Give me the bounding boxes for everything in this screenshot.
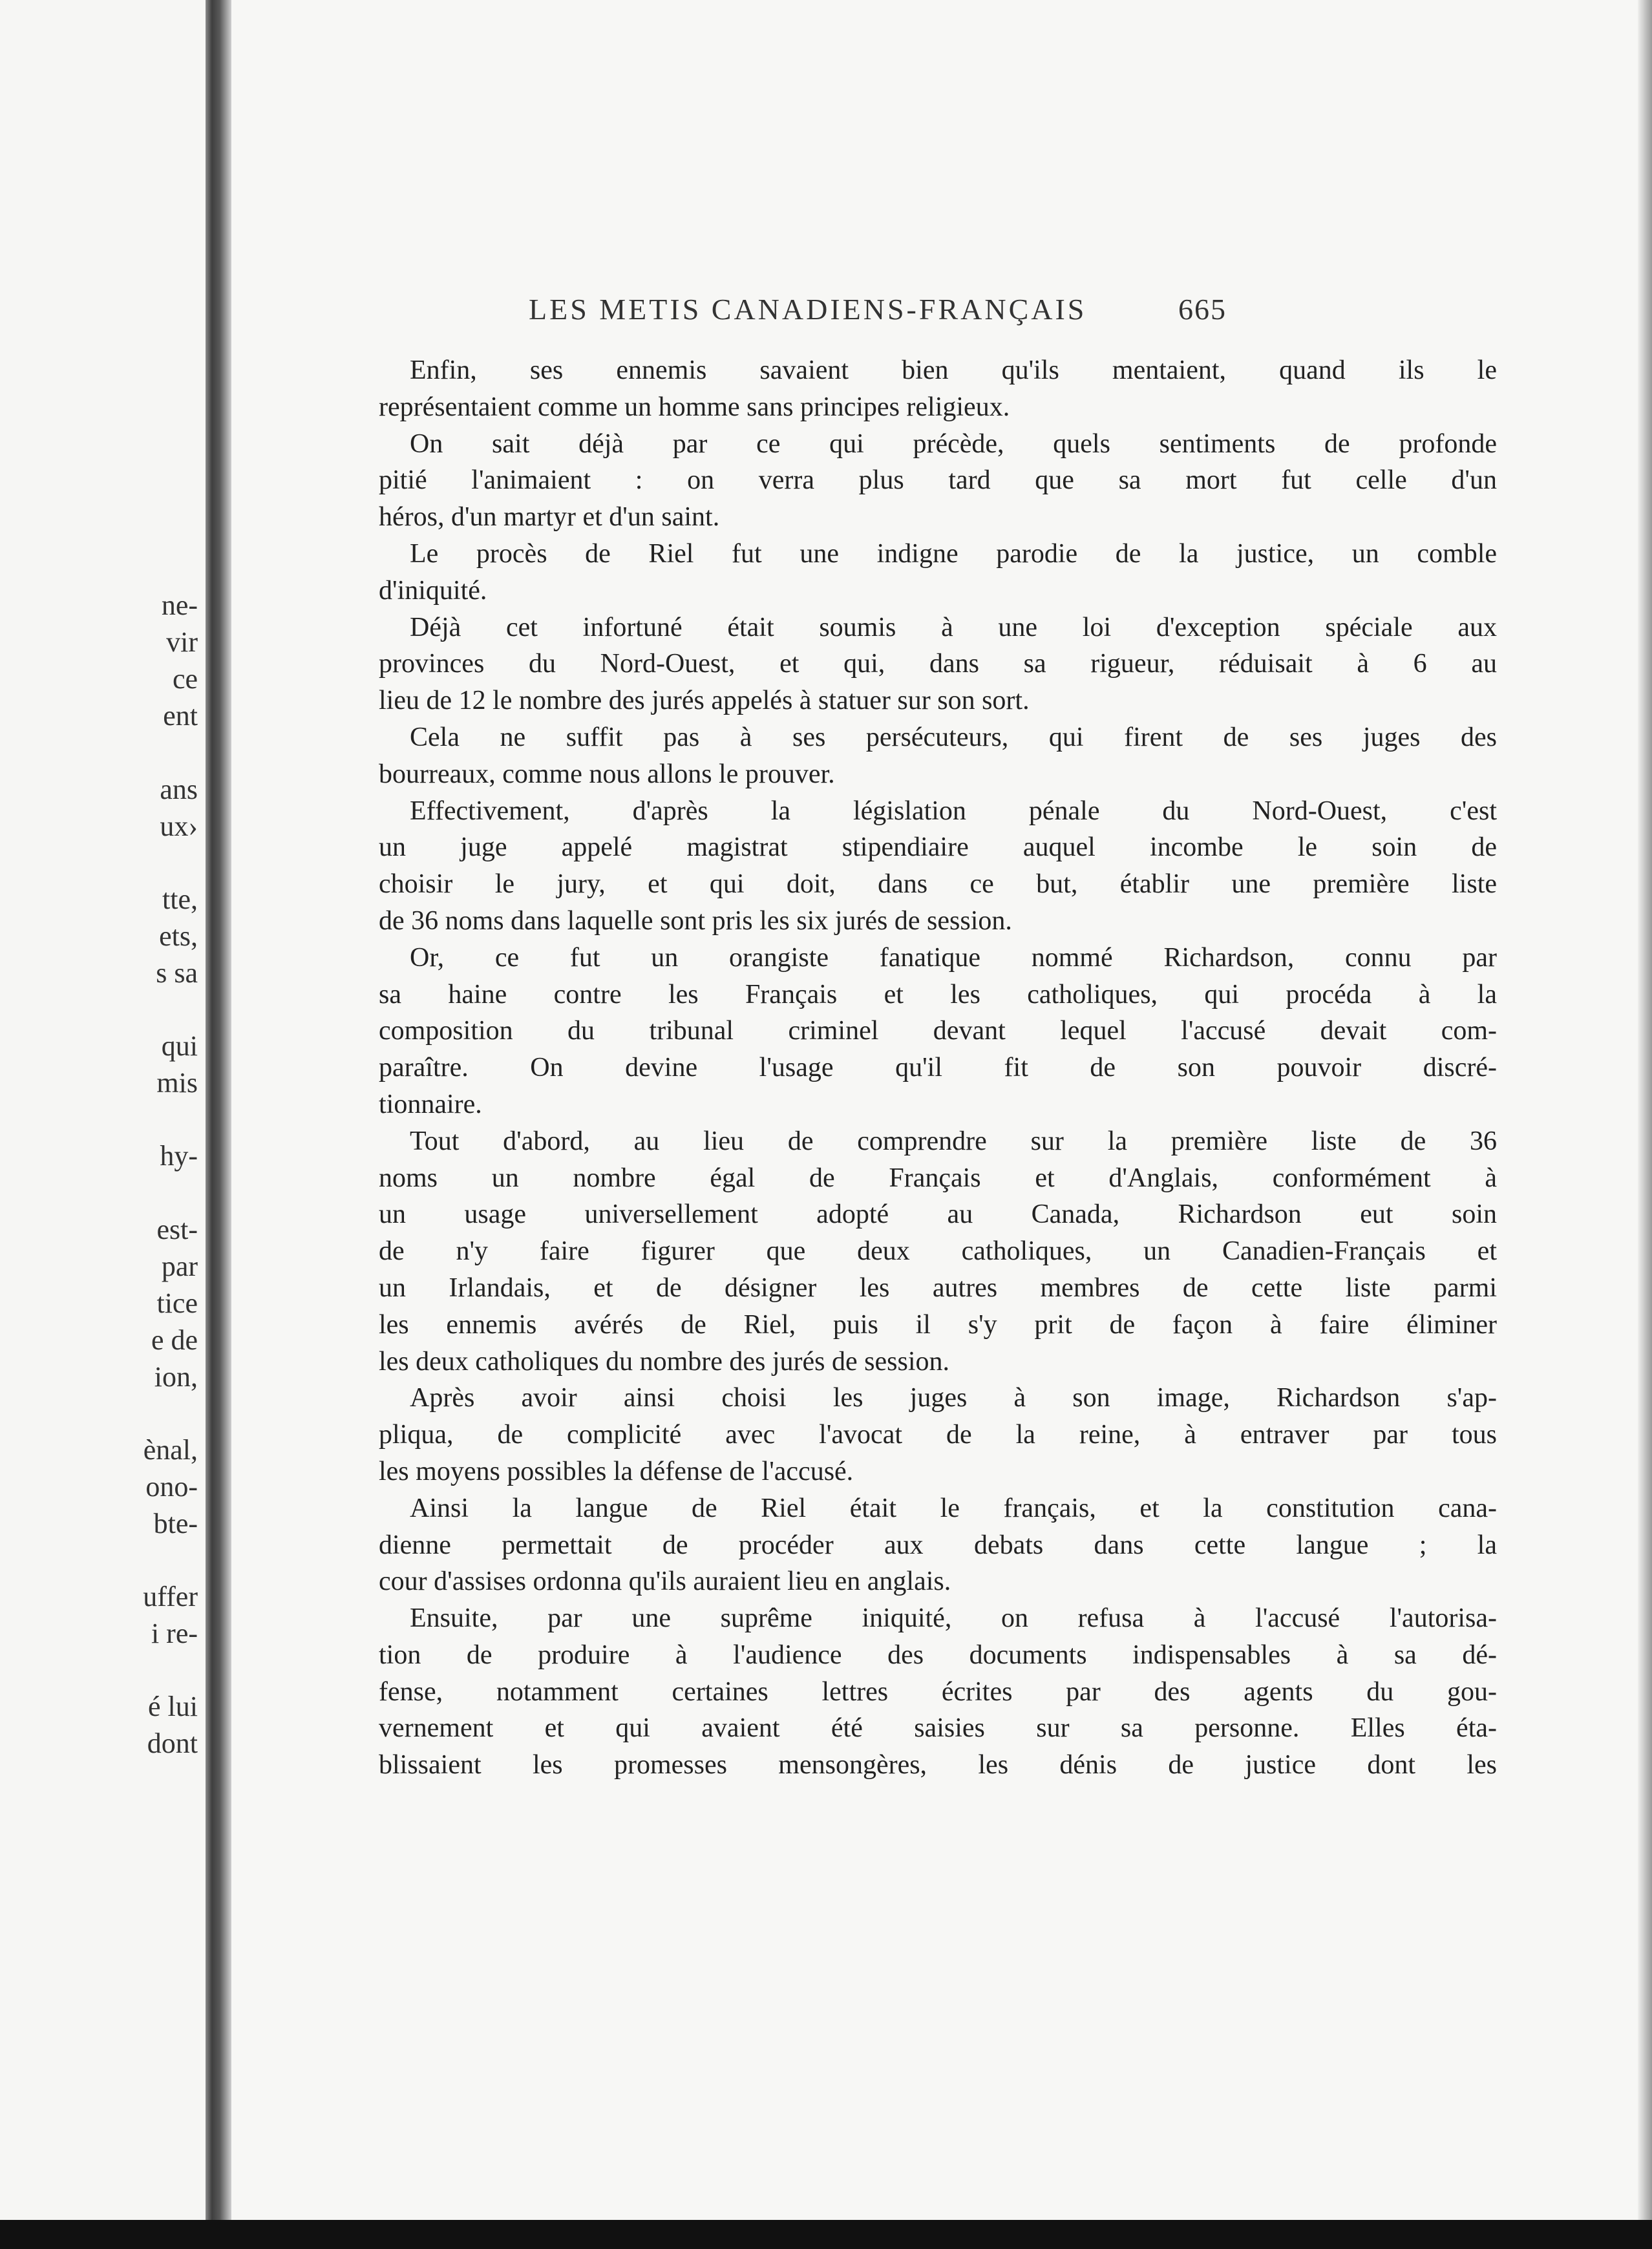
facing-page-fragment: s sa [156, 957, 198, 989]
running-header [231, 292, 1652, 337]
text-line: pliqua, de complicité avec l'avocat de la reine, à entraver par tous [379, 1420, 1497, 1450]
text-line: dienne permettait de procéder aux debats dans cette langue ; la [379, 1530, 1497, 1560]
facing-page-fragment: est- [156, 1214, 198, 1245]
text-line: lieu de 12 le nombre des jurés appelés à statuer sur son sort. [379, 686, 1030, 716]
facing-page-fragment: hy- [160, 1140, 198, 1172]
facing-page-fragment: par [161, 1251, 198, 1282]
facing-page-fragment: e de [151, 1324, 198, 1356]
facing-page-fragment: dont [147, 1727, 198, 1759]
text-line: un Irlandais, et de désigner les autres membres de cette liste parmi [379, 1272, 1497, 1303]
facing-page-fragment: ent [163, 700, 198, 732]
page-body-text [379, 352, 1497, 1784]
text-line: pitié l'animaient : on verra plus tard que sa mort fut celle d'un [379, 465, 1497, 496]
text-line: Déjà cet infortuné était soumis à une loi d'exception spéciale aux [410, 612, 1497, 642]
text-line: Tout d'abord, au lieu de comprendre sur la première liste de 36 [410, 1126, 1497, 1156]
scanner-bed [0, 2220, 1652, 2249]
text-line: cour d'assises ordonna qu'ils auraient lieu en anglais. [379, 1567, 951, 1597]
text-line: choisir le jury, et qui doit, dans ce but, établir une première liste [379, 869, 1497, 900]
facing-page-fragment: qui [161, 1030, 198, 1062]
text-line: Cela ne suffit pas à ses persécuteurs, qui firent de ses juges des [410, 722, 1497, 752]
text-line: les moyens possibles la défense de l'accusé. [379, 1456, 854, 1486]
facing-page-fragment: ne- [161, 589, 198, 621]
text-line: tionnaire. [379, 1089, 482, 1119]
facing-page-fragment: ènal, [143, 1434, 198, 1466]
text-line: noms un nombre égal de Français et d'Anglais, conformément à [379, 1163, 1497, 1193]
text-line: Ainsi la langue de Riel était le français, et la constitution cana- [410, 1493, 1497, 1523]
text-line: héros, d'un martyr et d'un saint. [379, 502, 720, 533]
text-line: fense, notamment certaines lettres écrites par des agents du gou- [379, 1676, 1497, 1707]
facing-page-fragment: bte- [153, 1508, 198, 1539]
facing-page-fragment: ce [172, 663, 198, 695]
facing-page-fragment: i re- [151, 1618, 198, 1649]
text-line: d'iniquité. [379, 575, 487, 606]
facing-page-fragment: ux› [160, 810, 198, 842]
text-line: provinces du Nord-Ouest, et qui, dans sa rigueur, réduisait à 6 au [379, 649, 1497, 679]
facing-page [0, 0, 206, 2220]
text-line: Or, ce fut un orangiste fanatique nommé Richardson, connu par [410, 942, 1497, 973]
text-line: Le procès de Riel fut une indigne parodie de la justice, un comble [410, 538, 1497, 569]
text-line: les deux catholiques du nombre des jurés de session. [379, 1346, 949, 1377]
text-line: un usage universellement adopté au Canada, Richardson eut soin [379, 1199, 1497, 1230]
text-line: tion de produire à l'audience des documents indispensables à sa dé- [379, 1640, 1497, 1670]
book-page [231, 0, 1652, 2220]
text-line: de 36 noms dans laquelle sont pris les six jurés de session. [379, 905, 1012, 936]
facing-page-fragment: ion, [154, 1361, 198, 1393]
page-number: 665 [1178, 293, 1227, 326]
facing-page-fragment: tice [156, 1287, 198, 1319]
facing-page-fragment: vir [166, 626, 198, 658]
text-line: les ennemis avérés de Riel, puis il s'y prit de façon à faire éliminer [379, 1309, 1497, 1340]
page-edge [1638, 0, 1652, 2220]
text-line: composition du tribunal criminel devant lequel l'accusé devait com- [379, 1016, 1497, 1046]
text-line: vernement et qui avaient été saisies sur sa personne. Elles éta- [379, 1713, 1497, 1744]
book-gutter [206, 0, 231, 2220]
text-line: représentaient comme un homme sans principes religieux. [379, 392, 1010, 422]
text-line: Après avoir ainsi choisi les juges à son image, Richardson s'ap- [410, 1383, 1497, 1413]
text-line: paraître. On devine l'usage qu'il fit de son pouvoir discré- [379, 1053, 1497, 1083]
facing-page-fragment: ets, [159, 920, 198, 952]
facing-page-fragment: tte, [162, 883, 198, 915]
text-line: bourreaux, comme nous allons le prouver. [379, 759, 835, 789]
text-line: Effectivement, d'après la législation pénale du Nord-Ouest, c'est [410, 796, 1497, 826]
text-line: On sait déjà par ce qui précède, quels sentiments de profonde [410, 428, 1497, 459]
text-line: Enfin, ses ennemis savaient bien qu'ils mentaient, quand ils le [410, 355, 1497, 385]
facing-page-fragment: é lui [148, 1691, 198, 1722]
text-line: un juge appelé magistrat stipendiaire auquel incombe le soin de [379, 832, 1497, 863]
text-line: blissaient les promesses mensongères, les dénis de justice dont les [379, 1750, 1497, 1780]
text-line: Ensuite, par une suprême iniquité, on refusa à l'accusé l'autorisa- [410, 1603, 1497, 1634]
facing-page-fragment: ans [160, 774, 198, 805]
facing-page-fragment: mis [156, 1067, 198, 1099]
text-line: de n'y faire figurer que deux catholiques, un Canadien-Français et [379, 1236, 1497, 1267]
running-title: LES METIS CANADIENS-FRANÇAIS [529, 293, 1087, 326]
facing-page-fragment: ono- [145, 1471, 198, 1503]
facing-page-fragment: uffer [143, 1581, 198, 1612]
text-line: sa haine contre les Français et les catholiques, qui procéda à la [379, 979, 1497, 1009]
